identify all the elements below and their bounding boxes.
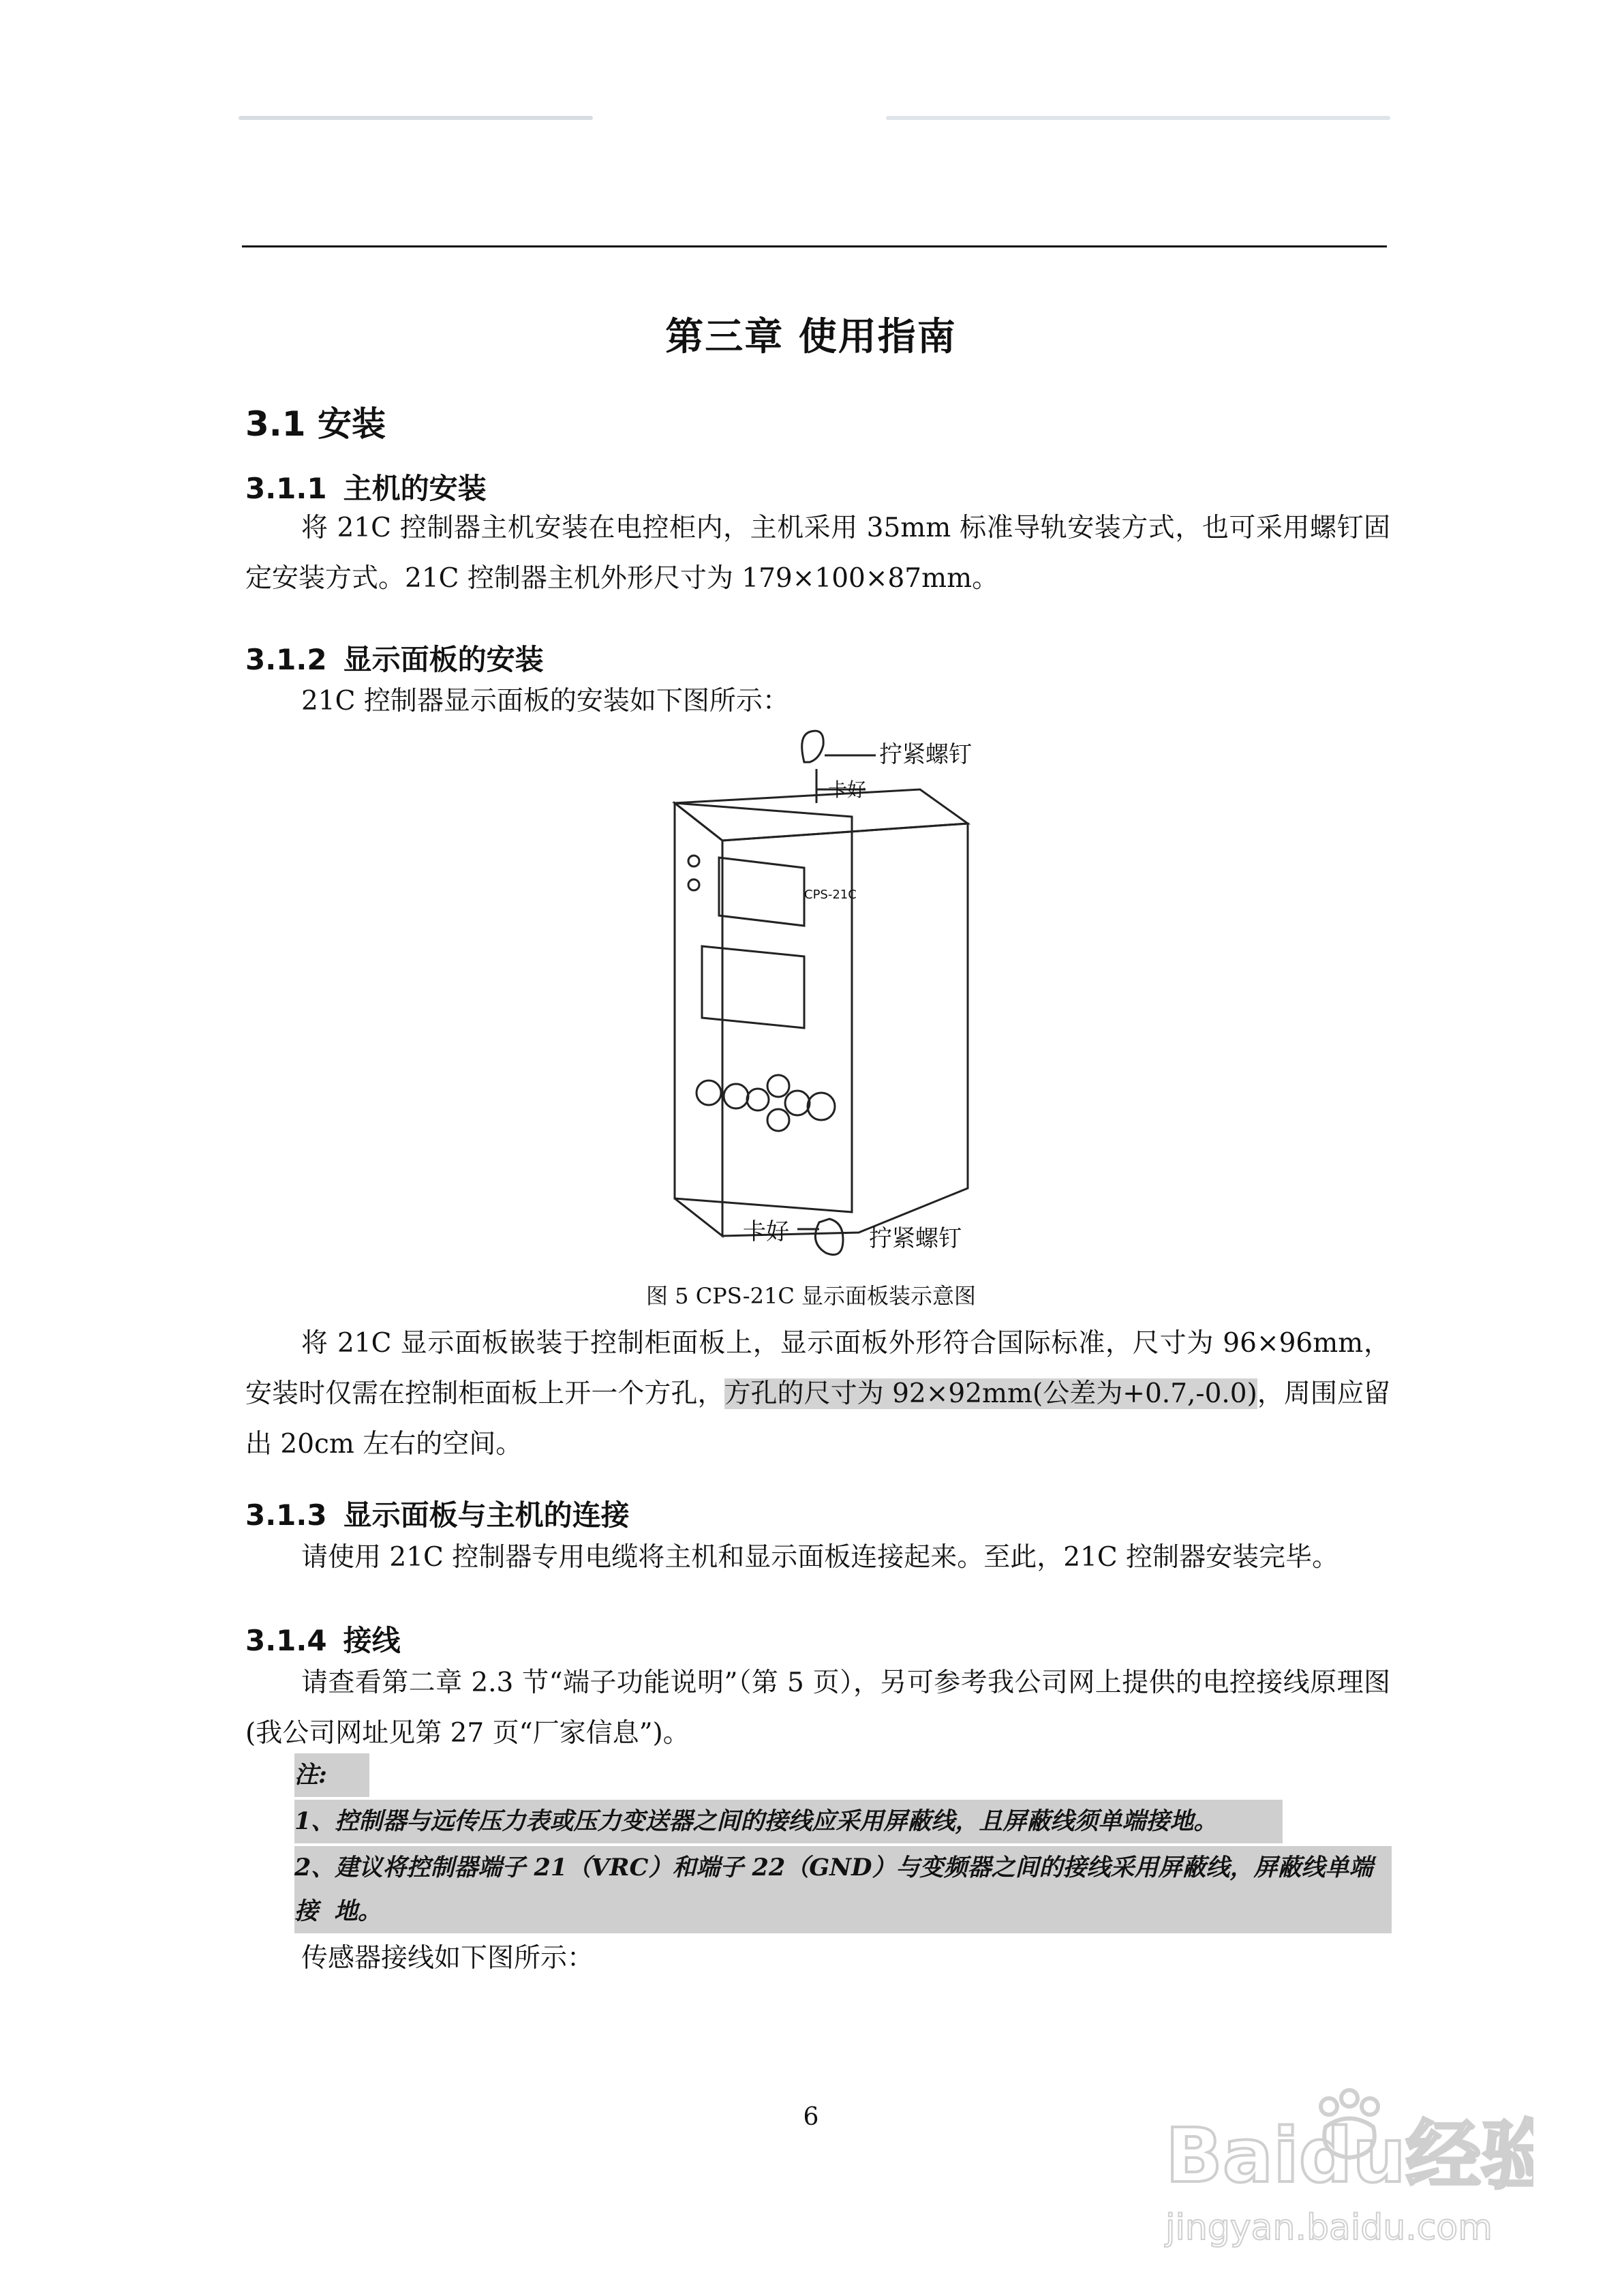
note-2-line-1: 2、建议将控制器端子 21（VRC）和端子 22（GND）与变频器之间的接线采用屏蔽线，屏蔽线单端接 <box>294 1846 1392 1933</box>
chapter-title: 第三章 使用指南 <box>665 315 957 359</box>
note-label: 注: <box>294 1753 369 1797</box>
section-title: 接线 <box>343 1624 401 1657</box>
section-3-1-heading <box>245 397 386 446</box>
sensor-wiring-intro: 传感器接线如下图所示： <box>301 1943 594 1974</box>
body-part-1: 将 21C 显示面板嵌装于控制柜面板上，显示面板外形符合国际标准，尺寸为 96×96mm，安装时仅需在控制柜面板上开一个方孔， <box>245 1328 1390 1409</box>
section-3-1-1-body: 将 21C 控制器主机安装在电控柜内，主机采用 35mm 标准导轨安装方式，也可采用螺钉固定安装方式。21C 控制器主机外形尺寸为 179×100×87mm。 <box>245 513 1390 594</box>
baidu-logo-icon <box>1152 2079 1533 2256</box>
watermark-brand: Baidu经验 <box>1165 2112 1533 2199</box>
header-rule <box>242 245 1387 247</box>
display-panel-figure <box>600 721 1043 1256</box>
section-number: 3.1.3 <box>245 1498 327 1532</box>
highlighted-text: 方孔的尺寸为 92×92mm(公差为+0.7,-0.0) <box>724 1378 1257 1409</box>
section-3-1-3-heading <box>245 1493 630 1534</box>
bottom-screw-icon <box>815 1219 843 1255</box>
section-title: 显示面板与主机的连接 <box>343 1498 630 1532</box>
panel-illustration <box>600 721 1043 1256</box>
section-3-1-2-body <box>245 1318 1390 1470</box>
section-number: 3.1.4 <box>245 1624 327 1657</box>
section-3-1-2-intro: 21C 控制器显示面板的安装如下图所示： <box>301 686 789 716</box>
section-3-1-2-heading <box>245 637 544 678</box>
section-title: 显示面板的安装 <box>343 643 544 676</box>
label-top-2: 卡好 <box>828 779 867 801</box>
figure-caption: 图 5 CPS-21C 显示面板装示意图 <box>645 1283 976 1309</box>
label-bottom-left: 卡好 <box>743 1218 789 1245</box>
label-bottom-right: 拧紧螺钉 <box>869 1225 962 1252</box>
section-3-1-4-body: 请查看第二章 2.3 节“端子功能说明”（第 5 页），另可参考我公司网上提供的电控接线原理图(我公司网址见第 27 页“厂家信息”)。 <box>245 1667 1390 1749</box>
section-number: 3.1.1 <box>245 472 327 505</box>
section-title: 安装 <box>318 404 386 444</box>
header-decoration-right <box>886 116 1390 120</box>
header-decoration-left <box>239 116 593 120</box>
section-number: 3.1 <box>245 404 306 444</box>
page-number: 6 <box>803 2103 819 2131</box>
section-title: 主机的安装 <box>343 472 487 505</box>
label-top: 拧紧螺钉 <box>879 741 972 768</box>
panel-model-text: CPS-21C <box>804 888 857 902</box>
baidu-watermark <box>1152 2079 1533 2256</box>
section-number: 3.1.2 <box>245 643 327 676</box>
section-3-1-1-heading <box>245 466 487 507</box>
body-part-2: ，周围应留出 20cm 左右的空间。 <box>245 1378 1390 1460</box>
top-screw-icon <box>802 731 824 762</box>
section-3-1-4-heading <box>245 1618 401 1659</box>
note-2-line-2: 地。 <box>334 1890 378 1933</box>
note-1: 1、控制器与远传压力表或压力变送器之间的接线应采用屏蔽线，且屏蔽线须单端接地。 <box>294 1800 1283 1843</box>
section-3-1-3-body: 请使用 21C 控制器专用电缆将主机和显示面板连接起来。至此，21C 控制器安装完毕。 <box>301 1542 1339 1573</box>
watermark-url: jingyan.baidu.com <box>1165 2207 1493 2248</box>
